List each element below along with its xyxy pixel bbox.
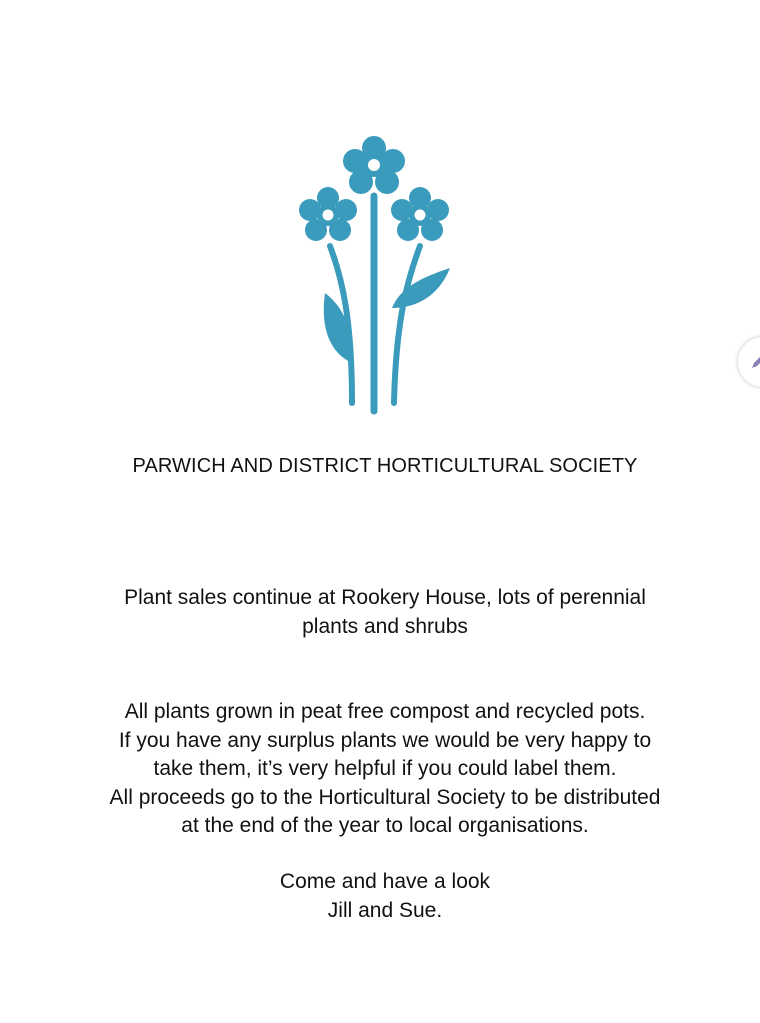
paragraph-line: All proceeds go to the Horticultural Society to be distributed (109, 785, 661, 809)
closing-paragraph (0, 868, 760, 925)
paragraph-line: If you have any surplus plants we would be very happy to (118, 728, 652, 752)
plants-info-paragraph (0, 698, 760, 841)
edit-handle-button[interactable] (738, 337, 760, 387)
society-title: PARWICH AND DISTRICT HORTICULTURAL SOCIETY (132, 455, 638, 477)
closing-line: Come and have a look (279, 870, 491, 893)
paragraph-line: All plants grown in peat free compost and recycled pots. (124, 700, 646, 723)
paragraph-line: take them, it’s very helpful if you could label them. (153, 757, 617, 780)
pencil-icon (750, 354, 760, 370)
paragraph-line: Plant sales continue at Rookery House, lots of perennial (124, 586, 646, 609)
paragraph-line: at the end of the year to local organisations. (181, 814, 589, 837)
paragraph-line: plants and shrubs (302, 614, 468, 638)
flower-bouquet-icon (290, 128, 460, 418)
plant-sales-paragraph (0, 584, 760, 641)
signature-line: Jill and Sue. (327, 898, 443, 922)
